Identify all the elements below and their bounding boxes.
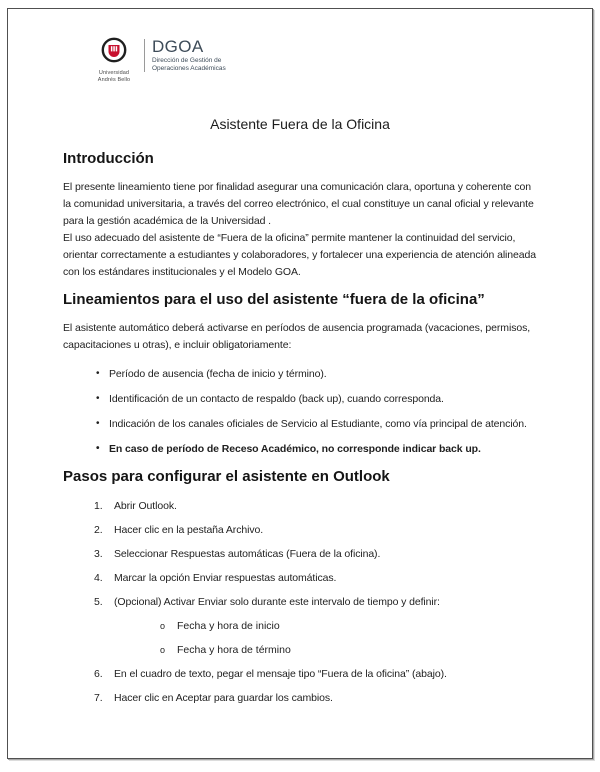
bullet-marker-icon: • (96, 393, 100, 404)
unab-seal-icon (101, 37, 127, 63)
guidelines-intro: El asistente automático deberá activarse en períodos de ausencia programada (vacaciones, permisos, capacitaciones u otras), e incluir obligatoriamente: (63, 322, 531, 351)
substeps-list (94, 619, 537, 657)
steps-list (63, 499, 537, 705)
step-item (94, 667, 537, 681)
step-number: 6. (94, 668, 103, 680)
step-text: Hacer clic en Aceptar para guardar los cambios. (114, 692, 333, 704)
intro-paragraph-1: El presente lineamiento tiene por finalidad asegurar una comunicación clara, oportuna y coherente con la comunidad universitaria, a través del correo electrónico, el cual constituye un canal oficial y relevante para la gestión académica de la Universidad . (63, 181, 534, 227)
unab-logo (90, 37, 537, 83)
step-number: 1. (94, 500, 103, 512)
bullet-text: Período de ausencia (fecha de inicio y término). (109, 368, 327, 380)
bullet-item (96, 417, 537, 431)
step-text: Seleccionar Respuestas automáticas (Fuera de la oficina). (114, 548, 381, 560)
step-number: 5. (94, 596, 103, 608)
step-item (94, 547, 537, 561)
step-item (94, 595, 537, 609)
university-logo-block (90, 37, 138, 83)
step-text: (Opcional) Activar Enviar solo durante este intervalo de tiempo y definir: (114, 596, 440, 608)
step-item (94, 499, 537, 513)
page-content (8, 9, 592, 705)
section-heading-pasos: Pasos para configurar el asistente en Outlook (63, 468, 390, 485)
step-item (94, 691, 537, 705)
bullet-text: Indicación de los canales oficiales de Servicio al Estudiante, como vía principal de atención. (109, 418, 527, 430)
bullet-text: En caso de período de Receso Académico, no corresponde indicar back up. (109, 443, 481, 455)
university-name (90, 70, 138, 83)
step-number: 3. (94, 548, 103, 560)
division-logo-block (152, 37, 226, 72)
step-text: En el cuadro de texto, pegar el mensaje tipo “Fuera de la oficina” (abajo). (114, 668, 447, 680)
substep-text: Fecha y hora de inicio (177, 620, 280, 632)
bullet-text: Identificación de un contacto de respaldo (back up), cuando corresponda. (109, 393, 444, 405)
step-text: Hacer clic en la pestaña Archivo. (114, 524, 264, 536)
university-name-line2: Andrés Bello (97, 76, 131, 83)
step-number: 4. (94, 572, 103, 584)
document-title: Asistente Fuera de la Oficina (210, 116, 390, 132)
bullet-marker-icon: • (96, 368, 100, 379)
bullet-marker-icon: • (96, 443, 100, 454)
dgoa-name-line1: Dirección de Gestión de (152, 57, 222, 64)
substep-marker-icon: o (160, 645, 166, 655)
step-number: 2. (94, 524, 103, 536)
dgoa-acronym: DGOA (152, 37, 204, 56)
page-sheet (7, 8, 593, 759)
step-item (94, 523, 537, 537)
substep-item (160, 643, 537, 657)
bullet-item (96, 392, 537, 406)
substep-marker-icon: o (160, 621, 166, 631)
intro-paragraph-2: El uso adecuado del asistente de “Fuera de la oficina” permite mantener la continuidad del servicio, orientar correctamente a estudiantes y colaboradores, y fortalecer una experiencia de atención alineada con los estándares institucionales y el Modelo GOA. (63, 232, 536, 278)
guidelines-bullet-list (63, 367, 537, 456)
step-text: Marcar la opción Enviar respuestas automáticas. (114, 572, 337, 584)
substep-item (160, 619, 537, 633)
section-heading-introduccion: Introducción (63, 150, 154, 167)
logo-divider (144, 39, 145, 72)
bullet-item (96, 442, 537, 456)
substep-text: Fecha y hora de término (177, 644, 291, 656)
university-name-line1: Universidad (98, 70, 130, 76)
step-text: Abrir Outlook. (114, 500, 177, 512)
dgoa-name-line2: Operaciones Académicas (152, 64, 226, 72)
step-item (94, 571, 537, 585)
dgoa-full-name (152, 57, 226, 72)
step-number: 7. (94, 692, 103, 704)
bullet-item (96, 367, 537, 381)
section-heading-lineamientos: Lineamientos para el uso del asistente “fuera de la oficina” (63, 291, 485, 308)
bullet-marker-icon: • (96, 418, 100, 429)
